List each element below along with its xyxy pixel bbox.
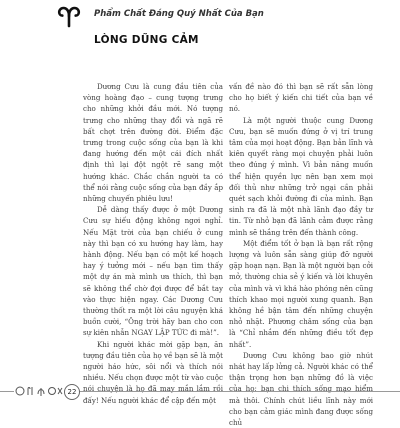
running-title: Phẩm Chất Đáng Quý Nhất Của Bạn — [94, 9, 264, 19]
paragraph: Là một người thuộc cung Dương Cưu, bạn sẽ muốn đứng ở vị trí trung tâm của mọi hoạt động. Bạn bản lĩnh và kiên quyết ràng mọi chuyện phải luôn theo đúng ý mình. Vì bản năng muốn thể hiện quyền lực nên bạn xem mọi đối thủ như những trở ngại cần phải quét sạch khỏi đường đi của mình. Bạn sinh ra đã là một nhà lãnh đạo đầy tư tin. Từ nhỏ bạn đã lãnh cảm được rằng mình sẽ thắng trên đến thành công. — [229, 115, 373, 237]
paragraph: vấn đề nào đó thì bạn sẽ rất sẵn lòng cho họ biết ý kiến chi tiết của bạn về nó. — [229, 82, 373, 114]
page-number: 22 — [64, 384, 80, 400]
paragraph: Một điểm tốt ở bạn là bạn rất rộng lượng và luôn sẵn sàng giúp đỡ người gặp hoạn nạn. Bạn là một người bạn cởi mở, thường chia sẻ ý kiến và lời khuyên của mình và vì khá hào phóng nên cũng thích khao mọi người xung quanh. Bạn không hề bận tâm đến những chuyện nhỏ nhặt. Phương châm sống của bạn là “Chỉ nhắm đến những điều tốt đẹp nhất”. — [229, 238, 373, 349]
paragraph: Dương Cưu là cung đầu tiên của vòng hoàng đạo – cung tượng trưng cho những khởi đầu mới. Nó tượng trưng cho những thay đổi và ngã rẽ bất chợt trên đường đời. Điểm đặc trưng trong cuộc sống của bạn là khi đang hướng đến một cái đích nhất định thì lại đột ngột rẽ sang một hướng khác. Chắc chắn người ta có thể nói rằng cuộc sống của bạn đầy ắp những chuyến phiêu lưu! — [83, 82, 223, 204]
page-footer — [0, 382, 400, 400]
section-title: LÒNG DŨNG CẢM — [94, 34, 199, 46]
right-column — [229, 81, 373, 428]
left-column — [83, 81, 223, 405]
page-header — [0, 0, 400, 30]
paragraph: Khi người khác mời gặp bạn, ăn tượng đầu tiên của họ về bạn sẽ là một người háo hức, sôi nổi và thích nói nhiều. Nếu chọn được một từ vào cuộc nói chuyện là họ đã may mắn lắm rồi đấy! Nếu người khác để cập đến một — [83, 339, 223, 405]
paragraph: Dễ dàng thấy được ở một Dương Cưu sự hiếu động không ngơi nghỉ. Nếu Mặt trời của bạn chiếu ở cung này thì bạn có xu hướng hay làm, hay hành động. Nếu bạn có một kế hoạch hay ý tưởng mới – nếu bạn tìm thấy một dự án mà mình ưa thích, thì bạn sẽ không thể chờ đợi được để bắt tay vào thực hiện ngay. Các Dương Cưu thường thốt ra một lời câu nguyện khá buồn cười, “Ông trời hãy ban cho con sự kiên nhẫn NGAY LẬP TỨC đi mà!”. — [83, 205, 223, 338]
zodiac-symbols-icon — [14, 384, 66, 398]
aries-symbol-icon — [58, 7, 80, 27]
paragraph: Dương Cưu không bao giờ nhút nhát hay lấp lửng cả. Người khác có thể thận trọng hơn bạn những đồ là việc của họ; bạn chi thích sống mạo hiểm mà thôi. Chính chút liều lĩnh này mới cho bạn cảm giác mình đang được sống chủ — [229, 350, 373, 428]
